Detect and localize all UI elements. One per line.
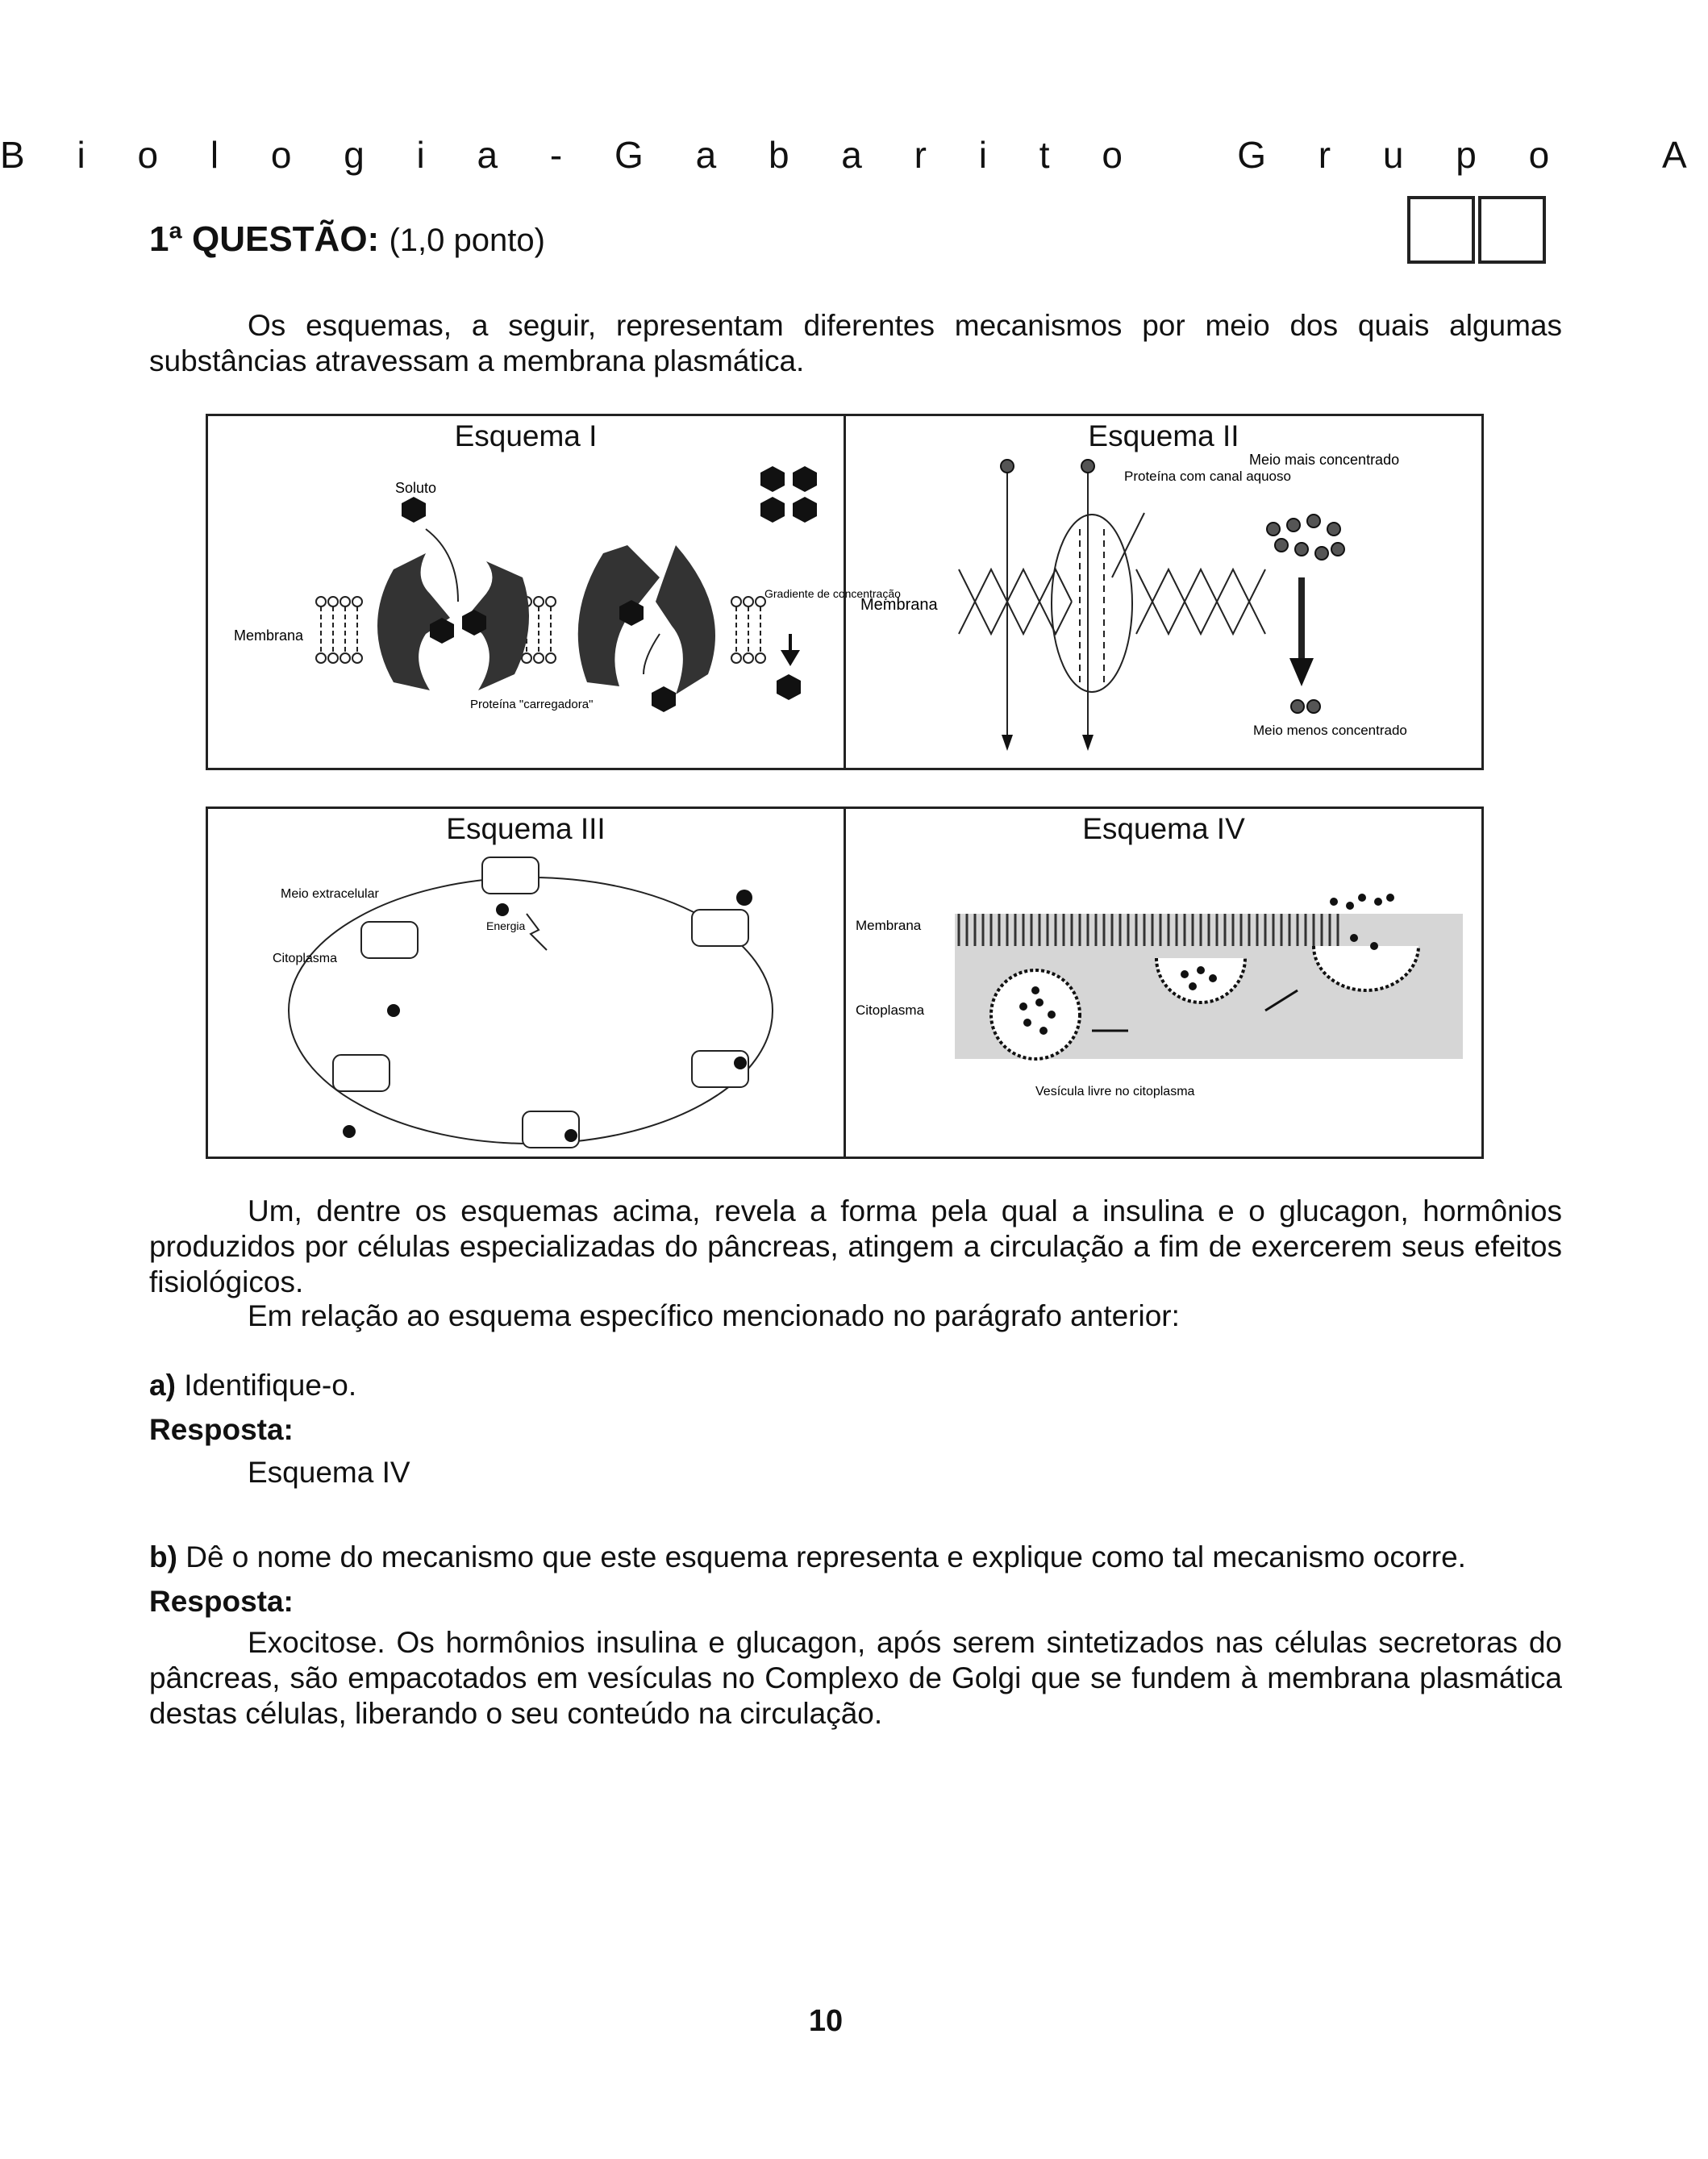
gradient-arrow-icon [1289, 658, 1314, 686]
figure-row-1 [206, 414, 1484, 770]
gradient-arrow-icon [781, 634, 800, 666]
scheme-4-diagram [846, 809, 1483, 1157]
label-solute: Soluto [395, 480, 437, 496]
bilayer-right [731, 597, 765, 663]
scheme-2-panel [844, 416, 1481, 768]
scheme-1-panel [208, 416, 901, 768]
scheme-1-title: Esquema I [454, 419, 598, 452]
part-b-text: Dê o nome do mecanismo que este esquema representa e explique como tal mecanismo ocorre. [185, 1540, 1466, 1573]
label-energy: Energia [486, 919, 526, 932]
label-cytoplasm-3: Citoplasma [273, 952, 338, 965]
page-title: B i o l o g i a - G a b a r i t o G r u p o A [0, 134, 1708, 176]
energy-bolt-icon [527, 914, 547, 950]
label-carrier: Proteína "carregadora" [470, 698, 594, 711]
part-a-response-label: Resposta: [149, 1413, 294, 1446]
context-paragraph-1: Um, dentre os esquemas acima, revela a forma pela qual a insulina e o glucagon, hormônios produzidos por células especializadas do pâncreas, atingem a circulação a fim de exercerem seus efeitos fisiológicos. [149, 1194, 1562, 1298]
part-b-label: b) [149, 1540, 177, 1573]
label-more-concentrated: Meio mais concentrado [1249, 452, 1400, 468]
channel-protein [1052, 515, 1132, 692]
question-intro: Os esquemas, a seguir, representam diferentes mecanismos por meio dos quais algumas substâncias atravessam a membrana plasmática. [149, 309, 1562, 377]
scheme-3-panel [208, 809, 844, 1157]
scheme-2-diagram [846, 416, 1483, 768]
question-number: 1ª QUESTÃO: [149, 219, 380, 259]
scheme-3-title: Esquema III [446, 812, 606, 845]
question-heading [149, 219, 545, 260]
arrow-head-right-icon [1082, 735, 1094, 751]
scheme-4-title: Esquema IV [1082, 812, 1245, 845]
score-box-2[interactable] [1478, 196, 1546, 264]
label-membrane-2: Membrana [860, 596, 938, 614]
bilayer-left [316, 597, 362, 663]
label-channel-protein: Proteína com canal aquoso [1124, 469, 1291, 484]
solute-path-arrow [426, 529, 458, 602]
scheme-1-diagram [208, 416, 901, 768]
page-number: 10 [808, 2004, 844, 2038]
label-less-concentrated: Meio menos concentrado [1253, 723, 1407, 738]
carrier-protein-2 [578, 545, 715, 694]
bilayer [959, 465, 1302, 739]
part-b-response-label: Resposta: [149, 1585, 294, 1618]
part-a-text: Identifique-o. [184, 1369, 357, 1402]
scheme-4-panel [844, 809, 1481, 1157]
part-b-answer: Exocitose. Os hormônios insulina e glucagon, após serem sintetizados nas células secretoras do pâncreas, são empacotados em vesículas no Complexo de Golgi que se fundem à membrana plasmática destas células, liberando o seu conteúdo na circulação. [149, 1626, 1562, 1730]
carrier-protein-1 [377, 553, 529, 690]
part-a-answer: Esquema IV [248, 1456, 410, 1489]
scheme-3-diagram [208, 809, 845, 1157]
label-membrane-4: Membrana [856, 918, 922, 933]
label-cytoplasm-4: Citoplasma [856, 1002, 925, 1018]
score-box-1[interactable] [1407, 196, 1475, 264]
label-vesicle: Vesícula livre no citoplasma [1035, 1085, 1195, 1098]
score-boxes [1407, 196, 1549, 264]
part-b-question [149, 1540, 1466, 1574]
label-membrane-1: Membrana [234, 627, 304, 644]
arrow-head-left-icon [1002, 735, 1013, 751]
scheme-2-title: Esquema II [1088, 419, 1239, 452]
label-gradient: Gradiente de concentração [764, 587, 901, 600]
question-points: (1,0 ponto) [389, 223, 545, 258]
context-paragraph-2: Em relação ao esquema específico mencionado no parágrafo anterior: [248, 1299, 1180, 1332]
part-a-label: a) [149, 1369, 176, 1402]
figure-row-2 [206, 806, 1484, 1159]
part-a-question [149, 1369, 356, 1403]
label-extracellular: Meio extracelular [281, 887, 379, 901]
